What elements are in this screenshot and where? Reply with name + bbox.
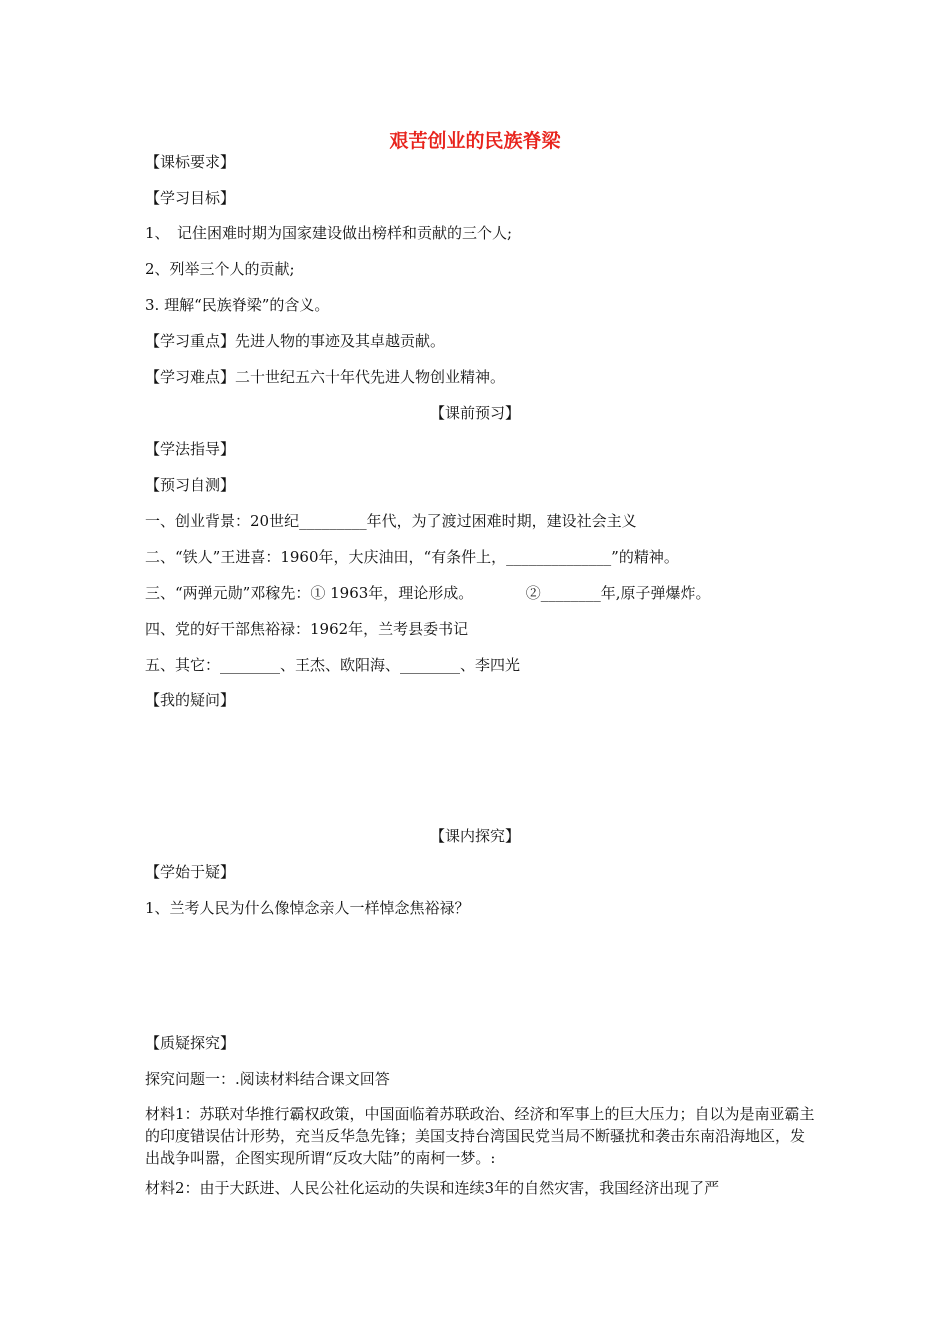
material-2: 材料2：由于大跃进、人民公社化运动的失误和连续3年的自然灾害，我国经济出现了严 bbox=[145, 1179, 720, 1197]
section-learning-objectives: 【学习目标】 bbox=[145, 189, 236, 207]
difficult-points: 【学习难点】二十世纪五六十年代先进人物创业精神。 bbox=[145, 368, 506, 386]
objective-item-3: 3. 理解“民族脊梁”的含义。 bbox=[145, 296, 330, 314]
doubt-question-1: 1、兰考人民为什么像悼念亲人一样悼念焦裕禄？ bbox=[145, 899, 470, 917]
self-test-item-1: 一、创业背景：20世纪_________年代，为了渡过困难时期，建设社会主义 bbox=[145, 512, 637, 530]
self-test-item-3: 三、“两弹元勋”邓稼先：① 1963年，理论形成。 ②________年,原子弹爆炸。 bbox=[145, 584, 711, 602]
material-1: 材料1：苏联对华推行霸权政策，中国面临着苏联政治、经济和军事上的巨大压力；自以为是南亚霸主的印度错误估计形势，充当反华急先锋；美国支持台湾国民党当局不断骚扰和袭击东南沿海地区，发出战争叫嚣，企图实现所谓“反攻大陆”的南柯一梦。: bbox=[145, 1105, 815, 1167]
inquiry-question-1: 探究问题一：.阅读材料结合课文回答 bbox=[145, 1070, 390, 1088]
key-points: 【学习重点】先进人物的事迹及其卓越贡献。 bbox=[145, 332, 446, 350]
objective-item-2: 2、列举三个人的贡献; bbox=[145, 260, 295, 278]
self-test-item-5: 五、其它：________、王杰、欧阳海、________、李四光 bbox=[145, 656, 521, 674]
section-inquiry: 【质疑探究】 bbox=[145, 1034, 236, 1052]
section-class-inquiry-heading: 【课内探究】 bbox=[429, 827, 520, 845]
section-study-guide: 【学法指导】 bbox=[145, 440, 236, 458]
objective-item-1: 1、 记住困难时期为国家建设做出榜样和贡献的三个人; bbox=[145, 224, 513, 242]
self-test-item-4: 四、党的好干部焦裕禄：1962年，兰考县委书记 bbox=[145, 620, 469, 638]
section-self-test: 【预习自测】 bbox=[145, 476, 236, 494]
section-my-questions: 【我的疑问】 bbox=[145, 691, 236, 709]
section-curriculum-requirements: 【课标要求】 bbox=[145, 153, 236, 171]
document-title: 艰苦创业的民族脊梁 bbox=[389, 130, 561, 152]
self-test-item-2: 二、“铁人”王进喜：1960年，大庆油田，“有条件上，______________”的精神。 bbox=[145, 548, 679, 566]
section-preview-heading: 【课前预习】 bbox=[429, 404, 520, 422]
section-learning-from-doubt: 【学始于疑】 bbox=[145, 863, 236, 881]
